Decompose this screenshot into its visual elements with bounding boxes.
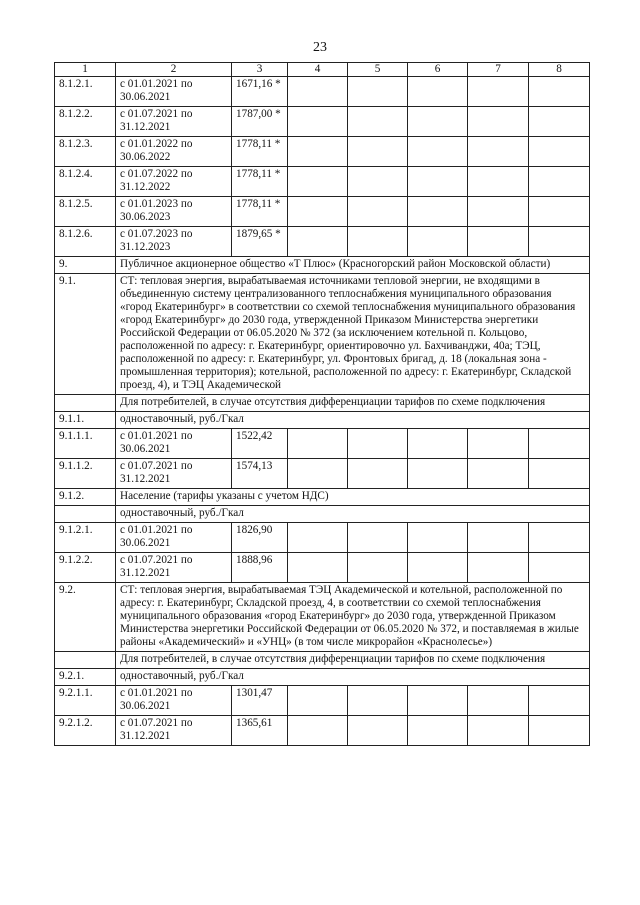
empty-cell (468, 167, 529, 197)
row-number-cell (55, 652, 116, 669)
tariff-value-cell: 1522,42 (232, 429, 288, 459)
tariff-value-cell: 1787,00 * (232, 107, 288, 137)
tariff-table (54, 62, 590, 746)
tariff-value-cell: 1365,61 (232, 716, 288, 746)
table-row (55, 167, 590, 197)
empty-cell (529, 137, 590, 167)
empty-cell (288, 227, 348, 257)
period-cell: с 01.07.2021 по 31.12.2021 (116, 716, 232, 746)
column-number: 6 (408, 63, 468, 77)
empty-cell (468, 553, 529, 583)
empty-cell (468, 716, 529, 746)
empty-cell (348, 197, 408, 227)
table-row (55, 137, 590, 167)
empty-cell (529, 197, 590, 227)
period-cell: с 01.01.2021 по 30.06.2021 (116, 523, 232, 553)
empty-cell (408, 459, 468, 489)
empty-cell (348, 227, 408, 257)
section-text-cell: Для потребителей, в случае отсутствия дифференциации тарифов по схеме подключения (116, 652, 590, 669)
empty-cell (529, 716, 590, 746)
table-row (55, 686, 590, 716)
empty-cell (348, 459, 408, 489)
empty-cell (529, 167, 590, 197)
row-number-cell: 8.1.2.6. (55, 227, 116, 257)
section-text-cell: СТ: тепловая энергия, вырабатываемая ТЭЦ Академической и котельной, расположенной по адресу: г. Екатеринбург, Складской проезд, 4, в соответствии со схемой теплоснабжения муниципального образования «город Екатеринбург» до 2030 года, утвержденной Приказом Министерства энергетики Российской Федерации от 06.05.2020 № 372, и поставляемая в жилые районы «Академический» и «УНЦ» (в том числе микрорайон «Краснолесье») (116, 583, 590, 652)
tariff-value-cell: 1778,11 * (232, 167, 288, 197)
tariff-value-cell: 1671,16 * (232, 77, 288, 107)
tariff-value-cell: 1826,90 (232, 523, 288, 553)
section-row (55, 669, 590, 686)
empty-cell (529, 107, 590, 137)
section-text-cell: Население (тарифы указаны с учетом НДС) (116, 489, 590, 506)
row-number-cell: 9.2.1. (55, 669, 116, 686)
row-number-cell: 8.1.2.5. (55, 197, 116, 227)
empty-cell (348, 686, 408, 716)
row-number-cell: 8.1.2.2. (55, 107, 116, 137)
empty-cell (288, 553, 348, 583)
empty-cell (348, 716, 408, 746)
empty-cell (408, 553, 468, 583)
empty-cell (468, 77, 529, 107)
column-number: 4 (288, 63, 348, 77)
empty-cell (529, 227, 590, 257)
table-row (55, 459, 590, 489)
section-text-cell: одноставочный, руб./Гкал (116, 412, 590, 429)
table-row (55, 107, 590, 137)
row-number-cell: 9.1.2. (55, 489, 116, 506)
empty-cell (468, 686, 529, 716)
empty-cell (529, 77, 590, 107)
row-number-cell: 9.1.1.2. (55, 459, 116, 489)
empty-cell (468, 459, 529, 489)
empty-cell (408, 107, 468, 137)
section-row (55, 652, 590, 669)
section-row (55, 412, 590, 429)
period-cell: с 01.01.2021 по 30.06.2021 (116, 77, 232, 107)
period-cell: с 01.07.2021 по 31.12.2021 (116, 107, 232, 137)
row-number-cell: 9.1.2.1. (55, 523, 116, 553)
table-body (55, 77, 590, 746)
empty-cell (408, 429, 468, 459)
empty-cell (348, 77, 408, 107)
empty-cell (348, 107, 408, 137)
period-cell: с 01.01.2023 по 30.06.2023 (116, 197, 232, 227)
empty-cell (408, 716, 468, 746)
empty-cell (468, 227, 529, 257)
period-cell: с 01.07.2023 по 31.12.2023 (116, 227, 232, 257)
empty-cell (348, 167, 408, 197)
empty-cell (288, 197, 348, 227)
empty-cell (408, 227, 468, 257)
column-number: 3 (232, 63, 288, 77)
column-number: 8 (529, 63, 590, 77)
section-text-cell: СТ: тепловая энергия, вырабатываемая источниками тепловой энергии, не входящими в объединенную систему централизованного теплоснабжения муниципального образования «город Екатеринбург» в соответствии со схемой теплоснабжения муниципального образования «город Екатеринбург» до 2030 года, утвержденной Приказом Министерства энергетики Российской Федерации от 06.05.2020 № 372 (за исключением котельной п. Кольцово, расположенной по адресу: г. Екатеринбург, ориентировочно ул. Бахчиванджи, 40а; ТЭЦ, расположенной по адресу: г. Екатеринбург, ул. Фронтовых бригад, д. 18 (локальная зона - промышленная территория); котельной, расположенной по адресу: г. Екатеринбург, Складской проезд, 4), и ТЭЦ Академической (116, 274, 590, 395)
page-number: 23 (313, 40, 327, 55)
row-number-cell: 9.1.1. (55, 412, 116, 429)
empty-cell (468, 429, 529, 459)
empty-cell (468, 197, 529, 227)
row-number-cell: 9.2.1.1. (55, 686, 116, 716)
column-number-row (55, 63, 590, 77)
tariff-value-cell: 1778,11 * (232, 137, 288, 167)
empty-cell (408, 686, 468, 716)
section-row (55, 506, 590, 523)
empty-cell (348, 553, 408, 583)
empty-cell (288, 459, 348, 489)
empty-cell (288, 137, 348, 167)
section-row (55, 395, 590, 412)
row-number-cell: 9. (55, 257, 116, 274)
table-row (55, 553, 590, 583)
tariff-value-cell: 1574,13 (232, 459, 288, 489)
row-number-cell (55, 395, 116, 412)
empty-cell (288, 716, 348, 746)
tariff-value-cell: 1888,96 (232, 553, 288, 583)
row-number-cell: 9.1.2.2. (55, 553, 116, 583)
tariff-value-cell: 1778,11 * (232, 197, 288, 227)
section-text-cell: одноставочный, руб./Гкал (116, 506, 590, 523)
empty-cell (468, 107, 529, 137)
row-number-cell: 9.2. (55, 583, 116, 652)
table-row (55, 197, 590, 227)
period-cell: с 01.07.2022 по 31.12.2022 (116, 167, 232, 197)
empty-cell (529, 523, 590, 553)
empty-cell (408, 167, 468, 197)
empty-cell (288, 107, 348, 137)
row-number-cell: 9.1. (55, 274, 116, 395)
column-number: 1 (55, 63, 116, 77)
empty-cell (408, 523, 468, 553)
empty-cell (288, 77, 348, 107)
row-number-cell: 8.1.2.4. (55, 167, 116, 197)
table-row (55, 716, 590, 746)
empty-cell (348, 523, 408, 553)
empty-cell (288, 523, 348, 553)
section-row (55, 489, 590, 506)
empty-cell (348, 429, 408, 459)
column-number: 5 (348, 63, 408, 77)
section-row (55, 257, 590, 274)
empty-cell (408, 137, 468, 167)
empty-cell (529, 429, 590, 459)
period-cell: с 01.01.2021 по 30.06.2021 (116, 429, 232, 459)
column-number: 7 (468, 63, 529, 77)
row-number-cell: 8.1.2.3. (55, 137, 116, 167)
section-text-cell: одноставочный, руб./Гкал (116, 669, 590, 686)
empty-cell (288, 429, 348, 459)
empty-cell (529, 459, 590, 489)
section-row (55, 274, 590, 395)
empty-cell (288, 167, 348, 197)
row-number-cell: 9.1.1.1. (55, 429, 116, 459)
empty-cell (288, 686, 348, 716)
period-cell: с 01.01.2022 по 30.06.2022 (116, 137, 232, 167)
row-number-cell: 9.2.1.2. (55, 716, 116, 746)
empty-cell (408, 197, 468, 227)
tariff-value-cell: 1301,47 (232, 686, 288, 716)
section-text-cell: Для потребителей, в случае отсутствия дифференциации тарифов по схеме подключения (116, 395, 590, 412)
section-text-cell: Публичное акционерное общество «Т Плюс» (Красногорский район Московской области) (116, 257, 590, 274)
period-cell: с 01.01.2021 по 30.06.2021 (116, 686, 232, 716)
row-number-cell: 8.1.2.1. (55, 77, 116, 107)
empty-cell (468, 137, 529, 167)
table-row (55, 523, 590, 553)
table-header (55, 63, 590, 77)
tariff-value-cell: 1879,65 * (232, 227, 288, 257)
empty-cell (529, 553, 590, 583)
empty-cell (408, 77, 468, 107)
row-number-cell (55, 506, 116, 523)
empty-cell (468, 523, 529, 553)
period-cell: с 01.07.2021 по 31.12.2021 (116, 553, 232, 583)
section-row (55, 583, 590, 652)
period-cell: с 01.07.2021 по 31.12.2021 (116, 459, 232, 489)
table-row (55, 77, 590, 107)
empty-cell (529, 686, 590, 716)
column-number: 2 (116, 63, 232, 77)
table-row (55, 227, 590, 257)
table-row (55, 429, 590, 459)
empty-cell (348, 137, 408, 167)
